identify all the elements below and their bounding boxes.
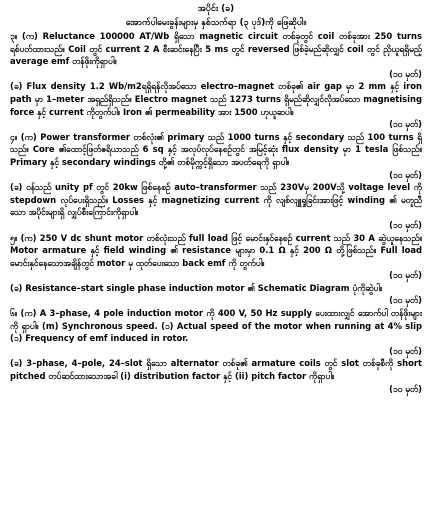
question-4 (10, 131, 422, 232)
question-5b (10, 282, 422, 295)
question-5a-marks: (၁၀ မှတ်) (389, 270, 422, 281)
question-5a-text: ၅။ (က) 250 V dc shunt motor တစ်လုံးသည် full load ဖြင့် မောင်းနှင်နေစဉ် current သည် 30 A ဆွဲယူနေသည်။ Motor armature နှင့် field winding ၏ resistance များမှာ 0.1 Ω နှင့် 200 Ω တို့ဖြစ်သည်။ Full load မောင်းနှင်နေသောအချိန်တွင် motor မှ ထုတ်ပေးသော back emf ကို တွက်ပါ။ (10, 232, 422, 268)
question-3 (10, 30, 422, 131)
question-3b (10, 80, 422, 118)
question-5b-text: (ခ) Resistance–start single phase induction motor ၏ Schematic Diagram ပုံကိုဆွဲပါ။ (10, 282, 383, 293)
question-6b-marks: (၁၀ မှတ်) (389, 383, 422, 394)
question-5 (10, 232, 422, 308)
question-4b-text: (ခ) ဝန်သည် unity pf တွင် 20kw ဖြစ်နေစဉ် auto–transformer သည် 230Vမှ 200Vသို့ voltage level ကို stepdown လုပ်ပေးရှိသည်။ Losses နှင့် magnetizing current ကို လျစ်လျူရှုခြင်းအားဖြင့် winding ၏ မတူညီသော အပိုင်းများရှိ လျှပ်စီးကြောင်းကိုရှာပါ။ (10, 182, 422, 218)
question-6b-text: (ခ) 3–phase, 4–pole, 24–slot ရှိသော alternator တစ်ခု၏ armature coils တွင် slot တစ်ခုစီကို short pitched တပ်ဆင်ထားသောအခါ (i) distribution factor နှင့် (ii) pitch factor ကိုရှာပါ။ (10, 358, 422, 382)
section-title: အပိုင်း (ခ) (197, 4, 235, 14)
question-6a-text: ၆။ (က) A 3–phase, 4 pole induction motor ကို 400 V, 50 Hz supply ပေးထားလျှင် အောက်ပါ တန်ဖိုးများကို ရှာပါ။ (m) Synchronous speed. (၁) Actual speed of the motor when running at 4% slip (၁) Frequency of emf induced in rotor. (10, 308, 422, 344)
question-4b (10, 181, 422, 219)
question-3a-text: ၃။ (က) Reluctance 100000 AT/Wb ရှိသော magnetic circuit တစ်ခုတွင် coil တစ်ခုအား 250 turns ရစ်ပတ်ထားသည်။ Coil တွင် current 2 A စီးဆင်းနေပြီး 5 ms တွင် reversed ဖြစ်ခဲ့မည်ဆိုလျှင် coil တွင် ညှိယူရရှိမည့် average emf တန်ဖိုးကိုရှာပါ။ (10, 31, 422, 67)
question-3a-marks: (၁၀ မှတ်) (389, 68, 422, 79)
question-3b-marks: (၁၀ မှတ်) (389, 119, 422, 130)
question-3a (10, 30, 422, 68)
question-6a-marks: (၁၀ မှတ်) (389, 345, 422, 356)
question-4a-marks: (၁၀ မှတ်) (389, 169, 422, 180)
question-3b-text: (ခ) Flux density 1.2 Wb/m2ရရှိရန်လိုအပ်သော electro–magnet တစ်ခု၏ air gap မှာ 2 mm နှင့် iron path မှာ 1–meter အရှည်ရှိသည်။ Electro magnet သည် 1273 turns ရှိမည်ဆိုလျှင်လိုအပ်သော magnetising force နှင့် current ကိုတွက်ပါ။ Iron ၏ permeability အား 1500 ဟုယူဆပါ။ (10, 81, 422, 117)
question-6 (10, 307, 422, 395)
instruction-line: အောက်ပါမေးခွန်းများမှ နှစ်သက်ရာ (၃ ပုဒ်)ကို ဖြေဆိုပါ။ (125, 18, 307, 28)
question-5a (10, 232, 422, 270)
question-5b-marks: (၁၀ မှတ်) (389, 295, 422, 306)
question-4a-text: ၄။ (က) Power transformer တစ်လုံး၏ primary သည် 1000 turns နှင့် secondary သည် 100 turns ရှိသည်။ Core ၏ထောင့်ဖြတ်ဧရိယာသည် 6 sq နှင့် အလုပ်လုပ်နေစဉ်တွင် အမြင့်ဆုံး flux density မှာ 1 tesla ဖြစ်သည်။ Primary နှင့် secondary windings တို့၏ တစ်မိုက္ကင့်ရှိသော အပတ်ရေကို ရှာပါ။ (10, 131, 422, 167)
question-4a (10, 131, 422, 169)
question-4b-marks: (၁၀ မှတ်) (389, 219, 422, 230)
question-6a (10, 307, 422, 345)
question-6b (10, 357, 422, 382)
